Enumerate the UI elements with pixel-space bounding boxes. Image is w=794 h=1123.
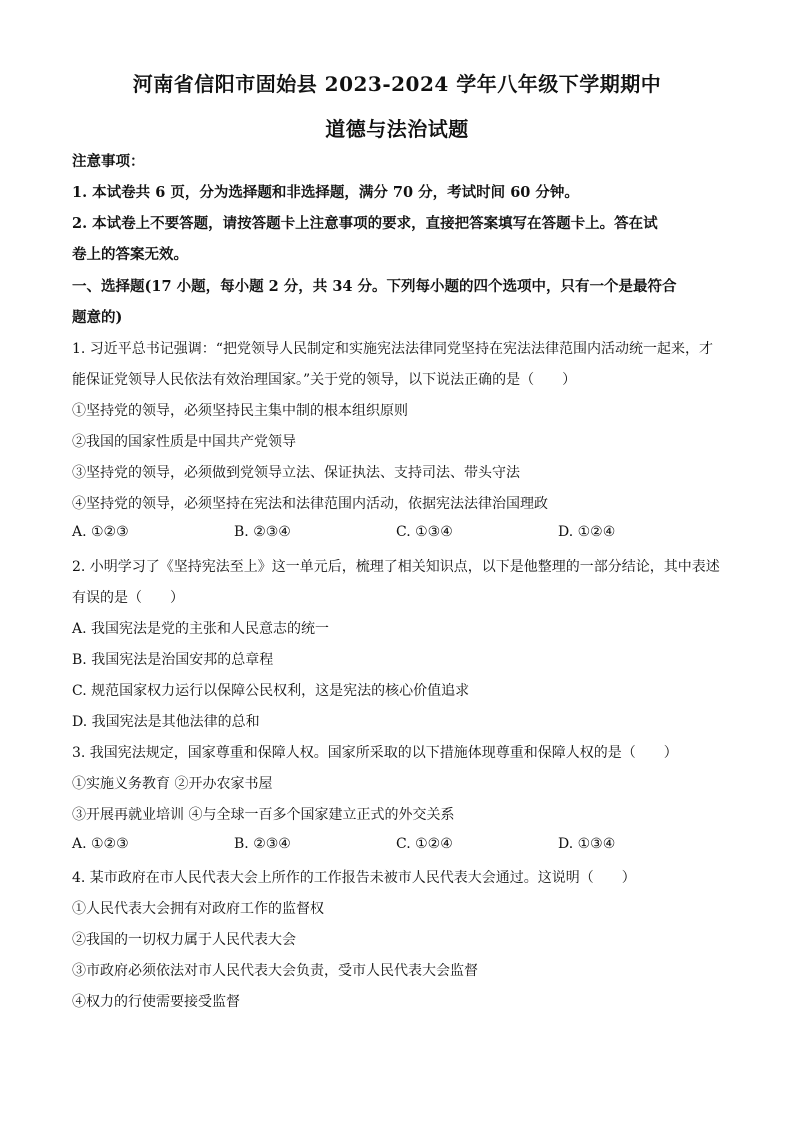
notes-heading: 注意事项：	[72, 153, 145, 170]
question-4-item: ④权力的行使需要接受监督	[72, 994, 240, 1010]
option-a[interactable]: A. ①②③	[72, 836, 129, 852]
notes-item-2-line1: 2. 本试卷上不要答题，请按答题卡上注意事项的要求，直接把答案填写在答题卡上。答在试	[72, 215, 658, 232]
question-3-stem-line1: 3. 我国宪法规定，国家尊重和保障人权。国家所采取的以下措施体现尊重和保障人权的是（ ）	[72, 745, 678, 761]
question-2-option-d[interactable]: D. 我国宪法是其他法律的总和	[72, 714, 260, 730]
question-2-option-b[interactable]: B. 我国宪法是治国安邦的总章程	[72, 652, 274, 668]
option-b[interactable]: B. ②③④	[234, 836, 291, 852]
question-2-option-a[interactable]: A. 我国宪法是党的主张和人民意志的统一	[72, 621, 330, 637]
option-a[interactable]: A. ①②③	[72, 524, 129, 540]
option-d[interactable]: D. ①③④	[558, 836, 616, 852]
question-2-stem-line2: 有误的是（ ）	[72, 590, 184, 606]
option-c[interactable]: C. ①③④	[396, 524, 453, 540]
question-1-stem-line2: 能保证党领导人民依法有效治理国家。”关于党的领导，以下说法正确的是（ ）	[72, 372, 577, 388]
question-3-item: ③开展再就业培训 ④与全球一百多个国家建立正式的外交关系	[72, 807, 455, 823]
option-c[interactable]: C. ①②④	[396, 836, 453, 852]
question-4-item: ②我国的一切权力属于人民代表大会	[72, 932, 296, 948]
question-4-item: ③市政府必须依法对市人民代表大会负责，受市人民代表大会监督	[72, 963, 478, 979]
question-1-item: ①坚持党的领导，必须坚持民主集中制的根本组织原则	[72, 403, 408, 419]
exam-title-line1: 河南省信阳市固始县 2023-2024 学年八年级下学期期中	[132, 72, 662, 96]
option-b[interactable]: B. ②③④	[234, 524, 291, 540]
option-d[interactable]: D. ①②④	[558, 524, 616, 540]
question-2-option-c[interactable]: C. 规范国家权力运行以保障公民权利，这是宪法的核心价值追求	[72, 683, 470, 699]
question-1-item: ②我国的国家性质是中国共产党领导	[72, 434, 296, 450]
question-4-item: ①人民代表大会拥有对政府工作的监督权	[72, 901, 324, 917]
notes-item-1: 1. 本试卷共 6 页，分为选择题和非选择题，满分 70 分，考试时间 60 分钟。	[72, 184, 579, 201]
notes-item-2-line2: 卷上的答案无效。	[72, 246, 188, 263]
question-4-stem-line1: 4. 某市政府在市人民代表大会上所作的工作报告未被市人民代表大会通过。这说明（ ）	[72, 870, 636, 886]
question-3-item: ①实施义务教育 ②开办农家书屋	[72, 776, 273, 792]
exam-title-line2: 道德与法治试题	[325, 117, 469, 141]
question-1-item: ③坚持党的领导，必须做到党领导立法、保证执法、支持司法、带头守法	[72, 465, 520, 481]
section-heading-line1: 一、选择题(17 小题，每小题 2 分，共 34 分。下列每小题的四个选项中，只有一个是最符合	[72, 278, 677, 295]
question-1-stem-line1: 1. 习近平总书记强调：“把党领导人民制定和实施宪法法律同党坚持在宪法法律范围内活动统一起来，才	[72, 341, 713, 357]
question-2-stem-line1: 2. 小明学习了《坚持宪法至上》这一单元后，梳理了相关知识点，以下是他整理的一部分结论，其中表述	[72, 559, 720, 575]
question-1-item: ④坚持党的领导，必须坚持在宪法和法律范围内活动，依据宪法法律治国理政	[72, 496, 548, 512]
section-heading-line2: 题意的)	[72, 309, 123, 326]
